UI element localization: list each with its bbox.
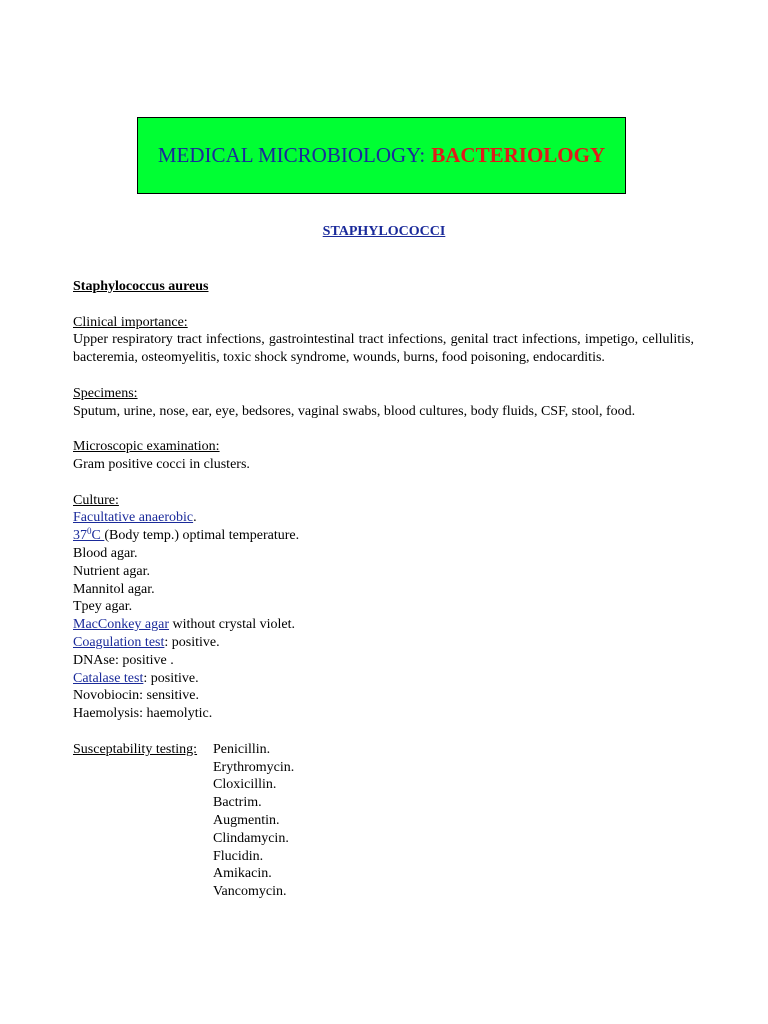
title-main: MEDICAL MICROBIOLOGY: xyxy=(157,143,426,167)
culture-label: Culture: xyxy=(73,492,119,508)
susceptibility-label: Susceptability testing: xyxy=(73,741,198,757)
specimens-label: Specimens: xyxy=(73,385,138,401)
susceptibility-item: Augmentin. xyxy=(213,812,280,828)
culture-novobiocin: Novobiocin: sensitive. xyxy=(73,688,199,704)
title-subject: BACTERIOLOGY xyxy=(431,143,606,167)
culture-dnase: DNAse: positive . xyxy=(73,652,174,668)
susceptibility-item: Bactrim. xyxy=(213,795,262,811)
culture-nutrient-agar: Nutrient agar. xyxy=(73,563,150,579)
culture-temperature: $37^0C$ (Body temp.) optimal temperature. xyxy=(73,526,300,544)
susceptibility-item: Vancomycin. xyxy=(213,884,287,900)
culture-blood-agar: Blood agar. xyxy=(73,545,138,561)
susceptibility-item: Flucidin. xyxy=(213,848,264,864)
organism-name: Staphylococcus aureus xyxy=(73,279,209,294)
microscopic-text: Gram positive cocci in clusters. xyxy=(73,456,250,472)
temperature-link[interactable]: $37^0C$ xyxy=(73,526,105,544)
coagulation-test-link[interactable]: Coagulation test xyxy=(73,634,165,650)
macconkey-agar-link[interactable]: MacConkey agar xyxy=(73,617,170,633)
culture-mannitol-agar: Mannitol agar. xyxy=(73,581,155,597)
susceptibility-item: Clindamycin. xyxy=(213,830,289,846)
title-box xyxy=(137,117,626,194)
culture-tpey-agar: Tpey agar. xyxy=(73,599,133,615)
catalase-test-link[interactable]: Catalase test xyxy=(73,670,144,686)
clinical-importance-text: Upper respiratory tract infections, gastrointestinal tract infections, genital tract infections, impetigo, cellulitis, bacteremia, osteomyelitis, toxic shock syndrome, wounds, burns, food poisoning, endocarditis. xyxy=(73,332,694,366)
microscopic-label: Microscopic examination: xyxy=(73,439,220,455)
culture-macconkey: MacConkey agar without crystal violet. xyxy=(73,617,296,633)
facultative-anaerobic-link[interactable]: Facultative anaerobic xyxy=(73,510,194,526)
culture-haemolysis: Haemolysis: haemolytic. xyxy=(73,706,213,722)
culture-facultative: Facultative anaerobic. xyxy=(73,510,197,526)
susceptibility-section xyxy=(73,741,694,901)
susceptibility-item: Cloxicillin. xyxy=(213,777,277,793)
susceptibility-item: Penicillin. xyxy=(213,741,271,757)
clinical-importance-label: Clinical importance: xyxy=(73,314,188,330)
culture-coagulation: Coagulation test: positive. xyxy=(73,634,220,650)
section-heading[interactable]: STAPHYLOCOCCI xyxy=(322,224,446,239)
culture-catalase: Catalase test: positive. xyxy=(73,670,199,686)
document-content xyxy=(73,278,694,901)
susceptibility-list xyxy=(213,741,294,901)
susceptibility-item: Erythromycin. xyxy=(213,759,295,775)
specimens-text: Sputum, urine, nose, ear, eye, bedsores, vaginal swabs, blood cultures, body fluids, CSF, stool, food. xyxy=(73,403,636,419)
susceptibility-item: Amikacin. xyxy=(213,866,272,882)
